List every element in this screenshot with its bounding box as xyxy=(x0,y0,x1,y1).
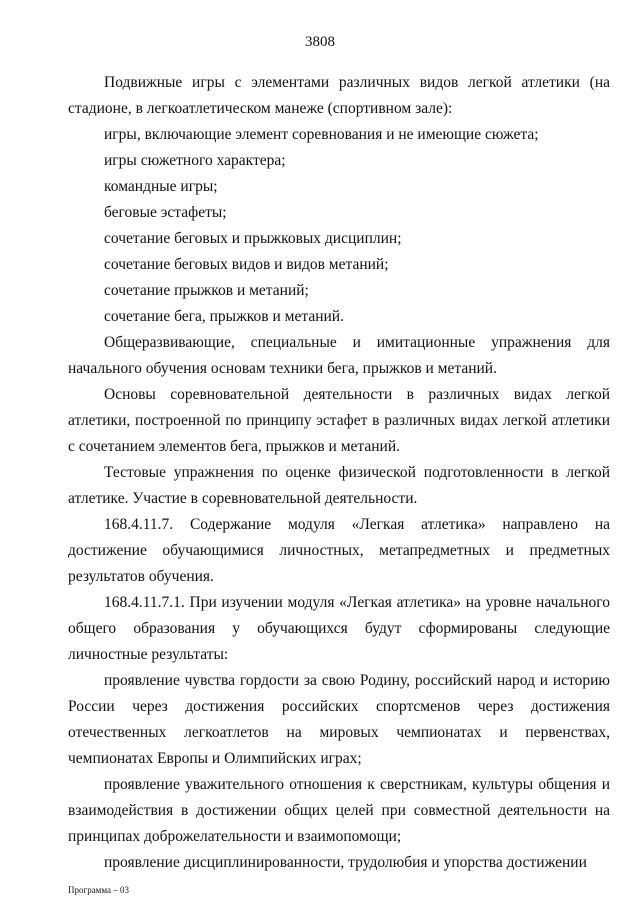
list-item: сочетание бега, прыжков и метаний. xyxy=(104,308,344,325)
paragraph-pride: проявление чувства гордости за свою Родину, российский народ и историю России через достижения российских спортсменов через достижения отечественных легкоатлетов на мировых чемпионатах и первенствах, чемпионатах Европы и Олимпийских играх; xyxy=(68,672,610,767)
list-item: беговые эстафеты; xyxy=(104,204,227,221)
list-item: сочетание беговых и прыжковых дисциплин; xyxy=(104,230,402,247)
paragraph-module-content: 168.4.11.7. Содержание модуля «Легкая атлетика» направлено на достижение обучающимися личностных, метапредметных и предметных результатов обучения. xyxy=(68,516,610,585)
document-body xyxy=(68,70,610,876)
list-item: игры, включающие элемент соревнования и не имеющие сюжета; xyxy=(104,126,539,143)
footer-label: Программа – 03 xyxy=(68,885,130,895)
list-item: сочетание беговых видов и видов метаний; xyxy=(104,256,389,273)
paragraph-exercises: Общеразвивающие, специальные и имитационные упражнения для начального обучения основам техники бега, прыжков и метаний. xyxy=(68,334,610,377)
paragraph-respect: проявление уважительного отношения к сверстникам, культуры общения и взаимодействия в достижении общих целей при совместной деятельности на принципах доброжелательности и взаимопомощи; xyxy=(68,776,610,845)
list-item: игры сюжетного характера; xyxy=(104,152,286,169)
page-number: 3808 xyxy=(305,34,335,50)
paragraph-personal-results: 168.4.11.7.1. При изучении модуля «Легкая атлетика» на уровне начального общего образования у обучающихся будут сформированы следующие личностные результаты: xyxy=(68,594,610,663)
list-item: командные игры; xyxy=(104,178,218,195)
list-item: сочетание прыжков и метаний; xyxy=(104,282,309,299)
paragraph-tests: Тестовые упражнения по оценке физической подготовленности в легкой атлетике. Участие в соревновательной деятельности. xyxy=(68,464,610,507)
paragraph-intro: Подвижные игры с элементами различных видов легкой атлетики (на стадионе, в легкоатлетическом манеже (спортивном зале): xyxy=(68,74,610,117)
paragraph-competition-basics: Основы соревновательной деятельности в различных видах легкой атлетики, построенной по принципу эстафет в различных видах легкой атлетики с сочетанием элементов бега, прыжков и метаний. xyxy=(68,386,610,455)
paragraph-discipline: проявление дисциплинированности, трудолюбия и упорства достижении xyxy=(104,854,587,871)
